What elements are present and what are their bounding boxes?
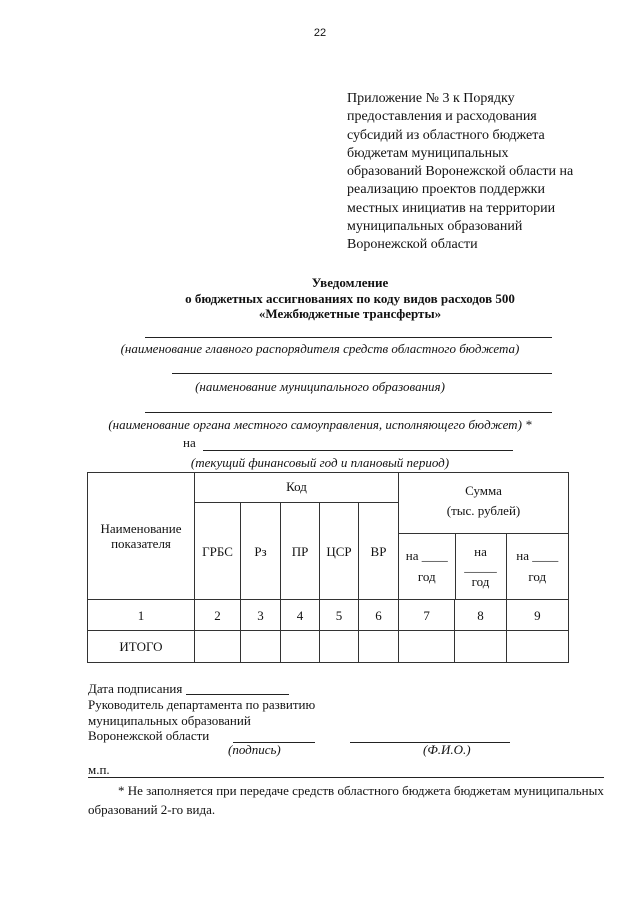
col-number: 8 (455, 600, 506, 631)
head-title (88, 697, 315, 744)
head-line: Руководитель департамента по развитию (88, 697, 316, 712)
period-caption: (текущий финансовый год и плановый период) (190, 455, 450, 470)
total-cell (281, 631, 320, 663)
code-col-pr: ПР (281, 503, 320, 600)
appendix-line: бюджетам муниципальных (347, 145, 509, 161)
appendix-line: Воронежской области (347, 237, 478, 253)
year-cell-3: на ____ год (506, 533, 568, 599)
date-label: Дата подписания (88, 681, 183, 696)
sum-header-2: (тыс. рублей) (446, 502, 521, 518)
col-number: 7 (399, 600, 455, 631)
appendix-note (347, 90, 617, 255)
appendix-line: реализацию проектов поддержки (347, 182, 545, 198)
total-cell (455, 631, 506, 663)
page-number: 22 (313, 27, 327, 39)
year-columns (399, 533, 568, 600)
total-cell (506, 631, 568, 663)
local-body-line (145, 412, 552, 413)
col-number: 2 (195, 600, 241, 631)
col-number: 6 (359, 600, 399, 631)
sum-years-cell (399, 503, 569, 600)
indicator-header: Наименование показателя (88, 473, 195, 600)
period-prefix: на (183, 435, 196, 450)
col-number: 4 (281, 600, 320, 631)
code-header: Код (195, 473, 399, 503)
code-col-grbs: ГРБС (195, 503, 241, 600)
year-suffix: год (528, 569, 547, 585)
appendix-line: субсидий из областного бюджета (347, 127, 545, 143)
title-line-3: «Межбюджетные трансферты» (258, 306, 442, 321)
seal-mark: м.п. (88, 762, 110, 777)
footnote: * Не заполняется при передаче средств областного бюджета бюджетам муниципальных образований 2-го вида. (88, 783, 604, 817)
appendix-line: муниципальных образований (347, 219, 523, 235)
municipality-line (172, 373, 552, 374)
code-col-rz: Рз (241, 503, 281, 600)
main-manager-line (145, 337, 552, 338)
document-title (140, 275, 560, 322)
title-line-1: Уведомление (311, 275, 389, 290)
year-cell-2: на _____ год (455, 533, 506, 599)
year-prefix: на (516, 548, 529, 564)
period-line (203, 450, 513, 451)
col-number: 5 (320, 600, 359, 631)
title-line-2: о бюджетных ассигнованиях по коду видов расходов 500 (185, 290, 515, 306)
sum-header-1: Сумма (399, 473, 569, 503)
total-cell (195, 631, 241, 663)
year-suffix: год (417, 569, 436, 585)
total-label: ИТОГО (88, 631, 195, 663)
local-body-caption: (наименование органа местного самоуправления, исполняющего бюджет) * (108, 417, 532, 432)
signature-caption: (подпись) (228, 742, 281, 757)
appendix-line: предоставления и расходования (347, 109, 537, 125)
total-cell (399, 631, 455, 663)
municipality-caption: (наименование муниципального образования) (195, 379, 445, 394)
name-caption: (Ф.И.О.) (423, 742, 471, 757)
col-number: 3 (241, 600, 281, 631)
main-manager-caption: (наименование главного распорядителя средств областного бюджета) (120, 341, 520, 356)
allocation-table (87, 472, 569, 663)
col-number: 1 (88, 600, 195, 631)
col-number: 9 (506, 600, 568, 631)
total-cell (320, 631, 359, 663)
head-line: Воронежской области (88, 728, 210, 743)
appendix-line: образований Воронежской области на (347, 164, 574, 180)
appendix-line: Приложение № 3 к Порядку (347, 91, 515, 106)
date-line (186, 694, 289, 695)
year-cell-1: на ____ год (399, 533, 455, 599)
head-line: муниципальных образований (88, 712, 251, 728)
total-cell (241, 631, 281, 663)
footnote-rule (88, 777, 604, 778)
code-col-vr: ВР (359, 503, 399, 600)
year-prefix: на (474, 543, 487, 559)
appendix-line: местных инициатив на территории (347, 200, 556, 216)
year-suffix: год (471, 573, 490, 589)
total-cell (359, 631, 399, 663)
year-prefix: на (405, 548, 419, 564)
code-col-csr: ЦСР (320, 503, 359, 600)
